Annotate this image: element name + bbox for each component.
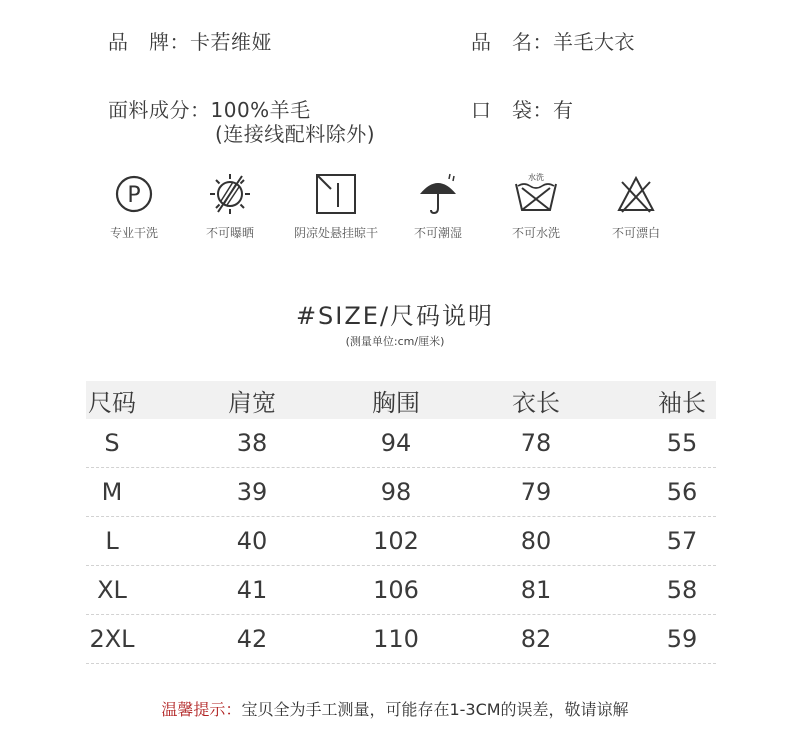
table-header: [86, 381, 716, 419]
tip-text: 宝贝全为手工测量，可能存在1-3CM的误差，敬请谅解: [241, 700, 629, 719]
product-name-value: 羊毛大衣: [553, 30, 635, 54]
care-item-dry-clean: [84, 170, 184, 241]
cell-size: 2XL: [89, 625, 135, 653]
svg-text:P: P: [127, 183, 141, 208]
cell-sleeve: 57: [666, 527, 698, 555]
product-name-field: [471, 28, 635, 56]
table-row: [86, 566, 716, 615]
table-row: [86, 419, 716, 468]
no-sun-drying-icon: [206, 170, 254, 218]
cell-chest: 94: [380, 429, 412, 457]
fabric-value: 100%羊毛: [210, 98, 311, 122]
header-chest: 胸围: [372, 388, 420, 417]
size-section-title: #SIZE/尺码说明: [295, 302, 495, 330]
care-item-no-bleach: [586, 170, 686, 241]
pocket-field: [471, 96, 574, 124]
pocket-label: 口 袋：: [471, 98, 553, 122]
fabric-label: 面料成分：: [108, 98, 211, 122]
care-label: 不可曝晒: [205, 226, 254, 240]
cell-chest: 102: [373, 527, 419, 555]
cell-shoulder: 41: [236, 576, 268, 604]
cell-length: 82: [520, 625, 552, 653]
no-bleach-icon: [612, 170, 660, 218]
size-table: [86, 381, 716, 664]
care-label: 专业干洗: [109, 226, 158, 240]
cell-length: 81: [520, 576, 552, 604]
cell-length: 80: [520, 527, 552, 555]
brand-field: [108, 28, 272, 56]
cell-shoulder: 38: [236, 429, 268, 457]
table-row: [86, 517, 716, 566]
care-label: 不可漂白: [611, 226, 660, 240]
cell-size: XL: [97, 576, 127, 604]
cell-size: S: [104, 429, 120, 457]
professional-dry-clean-icon: [110, 170, 158, 218]
pocket-value: 有: [553, 98, 574, 122]
size-unit-note: (测量单位:cm/厘米): [345, 335, 445, 348]
cell-chest: 98: [380, 478, 412, 506]
cell-length: 78: [520, 429, 552, 457]
header-sleeve: 袖长: [658, 388, 706, 417]
no-water-wash-icon: [512, 170, 560, 218]
cell-sleeve: 56: [666, 478, 698, 506]
care-item-no-sun: [180, 170, 280, 241]
line-dry-in-shade-icon: [312, 170, 360, 218]
cell-chest: 106: [373, 576, 419, 604]
header-length: 衣长: [512, 388, 560, 417]
fabric-field: [108, 96, 376, 146]
care-item-line-dry-shade: [286, 170, 386, 241]
header-shoulder: 肩宽: [228, 388, 276, 417]
care-label: 不可潮湿: [413, 226, 462, 240]
table-row: [86, 468, 716, 517]
cell-shoulder: 40: [236, 527, 268, 555]
cell-sleeve: 58: [666, 576, 698, 604]
product-name-label: 品 名：: [471, 30, 553, 54]
no-damp-icon: [414, 170, 462, 218]
cell-size: L: [105, 527, 119, 555]
measurement-tip: [0, 697, 790, 720]
cell-length: 79: [520, 478, 552, 506]
brand-value: 卡若维娅: [190, 30, 272, 54]
cell-sleeve: 59: [666, 625, 698, 653]
fabric-note: (连接线配料除外): [215, 122, 376, 146]
wash-tub-text: 水洗: [528, 173, 544, 182]
care-item-no-wash: [486, 170, 586, 241]
care-label: 不可水洗: [511, 226, 560, 240]
care-label: 阴凉处悬挂晾干: [293, 226, 378, 240]
cell-chest: 110: [373, 625, 419, 653]
care-item-no-damp: [388, 170, 488, 241]
header-size: 尺码: [88, 388, 136, 417]
brand-label: 品 牌：: [108, 30, 190, 54]
cell-shoulder: 42: [236, 625, 268, 653]
cell-shoulder: 39: [236, 478, 268, 506]
cell-size: M: [101, 478, 123, 506]
table-row: [86, 615, 716, 664]
tip-label: 温馨提示：: [161, 700, 242, 719]
cell-sleeve: 55: [666, 429, 698, 457]
